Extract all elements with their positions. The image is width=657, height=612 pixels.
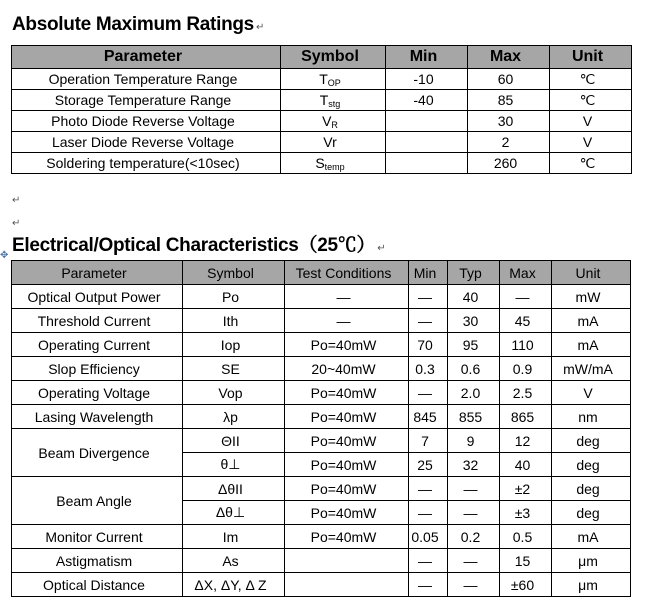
parameter-cell: Operation Temperature Range: [12, 69, 281, 90]
parameter-cell: Slop Efficiency: [12, 357, 183, 381]
min-cell: -40: [386, 90, 468, 111]
header-typ: Typ: [448, 261, 500, 285]
unit-cell: mA: [552, 309, 631, 333]
parameter-cell: Storage Temperature Range: [12, 90, 281, 111]
symbol-subscript: stg: [328, 98, 341, 109]
min-cell: —: [409, 309, 448, 333]
move-handle-icon[interactable]: ✥: [0, 250, 9, 261]
test-condition-cell: Po=40mW: [285, 333, 409, 357]
parameter-cell: Beam Divergence: [12, 429, 183, 477]
typ-cell: —: [448, 477, 500, 501]
unit-cell: ℃: [550, 153, 632, 174]
parameter-cell: Beam Angle: [12, 477, 183, 525]
symbol-cell: [281, 90, 386, 111]
symbol-cell: [281, 111, 386, 132]
parameter-cell: Photo Diode Reverse Voltage: [12, 111, 281, 132]
max-cell: 865: [500, 405, 552, 429]
parameter-cell: Monitor Current: [12, 525, 183, 549]
table-row: [12, 477, 631, 501]
test-condition-cell: [285, 573, 409, 597]
symbol-cell: ΔθII: [183, 477, 285, 501]
unit-cell: mA: [552, 333, 631, 357]
parameter-cell: Operating Voltage: [12, 381, 183, 405]
table-row: [12, 357, 631, 381]
symbol-cell: SE: [183, 357, 285, 381]
paragraph-mark: ↵: [12, 195, 21, 206]
symbol-cell: Iop: [183, 333, 285, 357]
min-cell: [386, 132, 468, 153]
paragraph-mark: ↵: [12, 218, 21, 229]
unit-cell: nm: [552, 405, 631, 429]
unit-cell: V: [550, 132, 632, 153]
test-condition-cell: [285, 549, 409, 573]
min-cell: —: [409, 285, 448, 309]
header-test-conditions: Test Conditions: [285, 261, 409, 285]
test-condition-cell: Po=40mW: [285, 525, 409, 549]
symbol-cell: As: [183, 549, 285, 573]
symbol-subscript: temp: [324, 161, 345, 172]
symbol-text: T: [319, 70, 328, 87]
max-cell: 40: [500, 453, 552, 477]
table-row: [12, 333, 631, 357]
absolute-max-ratings-table: [11, 45, 632, 174]
max-cell: 45: [500, 309, 552, 333]
symbol-subscript: R: [331, 119, 338, 130]
max-cell: ±2: [500, 477, 552, 501]
unit-cell: ℃: [550, 90, 632, 111]
test-condition-cell: Po=40mW: [285, 405, 409, 429]
unit-cell: V: [550, 111, 632, 132]
table-row: [12, 285, 631, 309]
typ-cell: —: [448, 501, 500, 525]
symbol-cell: Po: [183, 285, 285, 309]
table-row: [12, 405, 631, 429]
header-max: Max: [468, 46, 550, 69]
typ-cell: 0.2: [448, 525, 500, 549]
parameter-cell: Lasing Wavelength: [12, 405, 183, 429]
header-unit: Unit: [550, 46, 632, 69]
min-cell: 25: [409, 453, 448, 477]
min-cell: —: [409, 573, 448, 597]
table-row: [12, 573, 631, 597]
test-condition-cell: —: [285, 285, 409, 309]
min-cell: 0.3: [409, 357, 448, 381]
unit-cell: deg: [552, 429, 631, 453]
test-condition-cell: 20~40mW: [285, 357, 409, 381]
typ-cell: 9: [448, 429, 500, 453]
table-row: [12, 69, 632, 90]
max-cell: 30: [468, 111, 550, 132]
table-row: [12, 90, 632, 111]
symbol-cell: ΘII: [183, 429, 285, 453]
max-cell: 85: [468, 90, 550, 111]
header-unit: Unit: [552, 261, 631, 285]
max-cell: 2: [468, 132, 550, 153]
test-condition-cell: Po=40mW: [285, 477, 409, 501]
min-cell: [386, 153, 468, 174]
typ-cell: —: [448, 573, 500, 597]
typ-cell: 855: [448, 405, 500, 429]
symbol-subscript: OP: [327, 77, 341, 88]
symbol-cell: [281, 132, 386, 153]
max-cell: 60: [468, 69, 550, 90]
symbol-cell: Im: [183, 525, 285, 549]
header-parameter: Parameter: [12, 261, 183, 285]
min-cell: 845: [409, 405, 448, 429]
min-cell: —: [409, 549, 448, 573]
test-condition-cell: —: [285, 309, 409, 333]
symbol-text: S: [315, 154, 325, 171]
max-cell: 0.5: [500, 525, 552, 549]
symbol-cell: Vop: [183, 381, 285, 405]
unit-cell: deg: [552, 501, 631, 525]
unit-cell: μm: [552, 549, 631, 573]
typ-cell: 32: [448, 453, 500, 477]
typ-cell: 40: [448, 285, 500, 309]
header-symbol: Symbol: [281, 46, 386, 69]
typ-cell: 2.0: [448, 381, 500, 405]
max-cell: ±60: [500, 573, 552, 597]
test-condition-cell: Po=40mW: [285, 453, 409, 477]
unit-cell: μm: [552, 573, 631, 597]
unit-cell: mW/mA: [552, 357, 631, 381]
typ-cell: 30: [448, 309, 500, 333]
table-header-row: [12, 46, 632, 69]
electrical-optical-table: [11, 260, 631, 597]
unit-cell: V: [552, 381, 631, 405]
symbol-cell: [281, 153, 386, 174]
symbol-cell: Ith: [183, 309, 285, 333]
symbol-cell: λp: [183, 405, 285, 429]
parameter-cell: Laser Diode Reverse Voltage: [12, 132, 281, 153]
min-cell: —: [409, 477, 448, 501]
table-row: [12, 429, 631, 453]
min-cell: —: [409, 381, 448, 405]
unit-cell: ℃: [550, 69, 632, 90]
max-cell: 260: [468, 153, 550, 174]
min-cell: —: [409, 501, 448, 525]
min-cell: 0.05: [409, 525, 448, 549]
symbol-cell: θ⊥: [183, 453, 285, 477]
symbol-cell: ΔX, ΔY, Δ Z: [183, 573, 285, 597]
table-row: [12, 309, 631, 333]
header-min: Min: [386, 46, 468, 69]
max-cell: 12: [500, 429, 552, 453]
header-max: Max: [500, 261, 552, 285]
unit-cell: deg: [552, 453, 631, 477]
parameter-cell: Astigmatism: [12, 549, 183, 573]
max-cell: —: [500, 285, 552, 309]
min-cell: -10: [386, 69, 468, 90]
typ-cell: 0.6: [448, 357, 500, 381]
max-cell: 110: [500, 333, 552, 357]
table-header-row: [12, 261, 631, 285]
max-cell: ±3: [500, 501, 552, 525]
typ-cell: —: [448, 549, 500, 573]
test-condition-cell: Po=40mW: [285, 501, 409, 525]
unit-cell: mA: [552, 525, 631, 549]
test-condition-cell: Po=40mW: [285, 429, 409, 453]
absolute-max-ratings-heading: Absolute Maximum Ratings ↵: [12, 14, 265, 35]
parameter-cell: Threshold Current: [12, 309, 183, 333]
header-min: Min: [409, 261, 448, 285]
max-cell: 15: [500, 549, 552, 573]
header-parameter: Parameter: [12, 46, 281, 69]
typ-cell: 95: [448, 333, 500, 357]
table-row: [12, 549, 631, 573]
table-row: [12, 381, 631, 405]
max-cell: 0.9: [500, 357, 552, 381]
symbol-text: Vr: [323, 134, 337, 150]
parameter-cell: Optical Distance: [12, 573, 183, 597]
symbol-text: V: [322, 112, 332, 129]
parameter-cell: Operating Current: [12, 333, 183, 357]
symbol-cell: Δθ⊥: [183, 501, 285, 525]
min-cell: 70: [409, 333, 448, 357]
unit-cell: mW: [552, 285, 631, 309]
table-row: [12, 525, 631, 549]
test-condition-cell: Po=40mW: [285, 381, 409, 405]
parameter-cell: Soldering temperature(<10sec): [12, 153, 281, 174]
parameter-cell: Optical Output Power: [12, 285, 183, 309]
symbol-cell: [281, 69, 386, 90]
symbol-text: T: [319, 91, 329, 108]
electrical-optical-heading: Electrical/Optical Characteristics（25℃） ↵: [12, 235, 386, 256]
min-cell: [386, 111, 468, 132]
header-symbol: Symbol: [183, 261, 285, 285]
max-cell: 2.5: [500, 381, 552, 405]
table-row: [12, 132, 632, 153]
unit-cell: deg: [552, 477, 631, 501]
table-row: [12, 111, 632, 132]
table-row: [12, 153, 632, 174]
min-cell: 7: [409, 429, 448, 453]
